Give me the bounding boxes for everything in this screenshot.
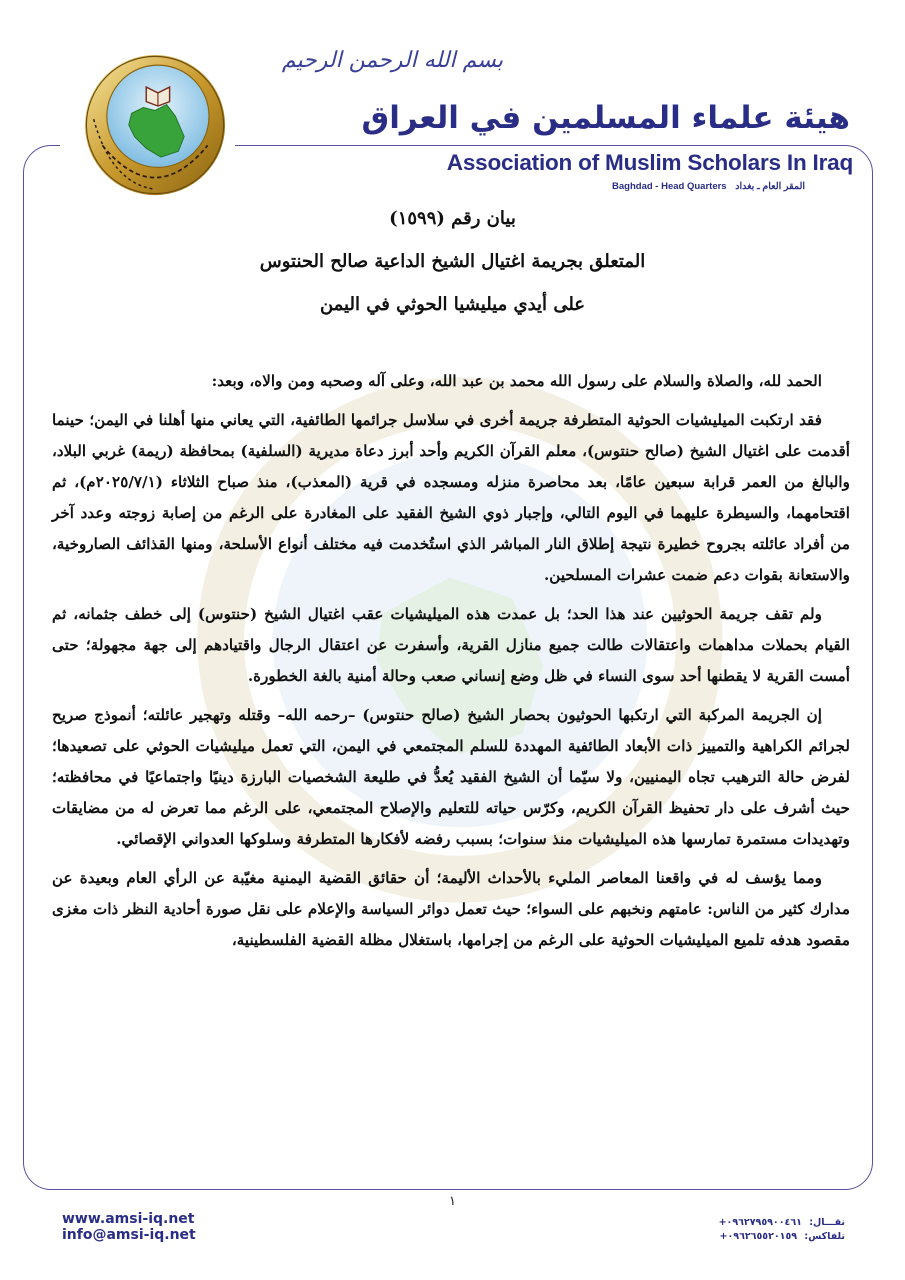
statement-body [52,366,850,964]
footer-contact-phone [719,1216,845,1244]
body-paragraph: ومما يؤسف له في واقعنا المعاصر المليء بالأحداث الأليمة؛ أن حقائق القضية اليمنية مغيّبة عن الرأي العام وبعيدة عن مدارك كثير من الناس: عامتهم ونخبهم على السواء؛ حيث تعمل دوائر السياسة والإعلام على نقل صورة أحادية النظر ذات مغزى مقصود هدفه تلميع الميليشيات الحوثية على الرغم من إجرامها، باستغلال مظلة القضية الفلسطينية، [52,869,850,949]
email-link[interactable]: info@amsi-iq.net [62,1227,196,1243]
mobile-line [719,1216,845,1230]
mobile-number: ٠٩٦٢٧٩٥٩٠٠٤٦١+ [718,1217,802,1228]
basmala-calligraphy: بسم الله الرحمن الرحيم [281,48,503,73]
fax-line [719,1230,845,1244]
body-paragraph-greeting: الحمد لله، والصلاة والسلام على رسول الله محمد بن عبد الله، وعلى آله وصحبه ومن والاه، وبعد: [211,372,822,390]
organization-name-arabic: هيئة علماء المسلمين في العراق [361,100,850,136]
mobile-label: نقـــال: [809,1217,845,1228]
fax-label: تلفاكس: [804,1231,845,1242]
body-paragraph: إن الجريمة المركبة التي ارتكبها الحوثيون بحصار الشيخ (صالح حنتوس) –رحمه الله– وقتله وتهجير عائلته؛ أنموذج صريح لجرائم الكراهية والتمييز ذات الأبعاد الطائفية المهددة للسلم المجتمعي في اليمن، التي تعمل ميليشيات الحوثي على تصعيدها؛ لفرض حالة الترهيب تجاه اليمنيين، ولا سيّما أن الشيخ الفقيد يُعدُّ في طليعة الشخصيات البارزة دينيًا واجتماعيًا في محافظته؛ حيث أشرف على دار تحفيظ القرآن الكريم، وكرّس حياته للتعليم والإصلاح المجتمعي، على الرغم مما تعرض له من مضايقات وتهديدات مستمرة تمارسها هذه الميليشيات منذ سنوات؛ بسبب رفضه لأفكارها المتطرفة وسلوكها العدواني الإقصائي. [52,706,850,848]
headquarters-line [606,181,805,193]
organization-name-english: Association of Muslim Scholars In Iraq [446,150,853,175]
fax-number: ٠٩٦٢٦٥٥٢٠١٥٩+ [719,1231,798,1242]
website-link[interactable]: www.amsi-iq.net [62,1211,195,1227]
page-number: ١ [449,1194,456,1209]
footer-contact-web [62,1211,196,1243]
body-paragraph: فقد ارتكبت الميليشيات الحوثية المتطرفة جريمة أخرى في سلاسل جرائمها الطائفية، التي يعاني منها أهلنا في اليمن؛ حينما أقدمت على اغتيال الشيخ (صالح حنتوس)، معلم القرآن الكريم وأحد أبرز دعاة مديرية (السلفية) بمحافظة (ريمة) غربي البلاد، والبالغ من العمر قرابة سبعين عامًا، بعد محاصرة منزله ومسجده في قرية (المعذب)، منذ صباح الثلاثاء (٢٠٢٥/٧/١م)، ثم اقتحامهما، والسيطرة عليهما في اليوم التالي، وإجبار ذوي الشيخ الفقيد على المغادرة على الرغم من إصابة زوجته وعدد آخر من أفراد عائلته بجروح خطيرة نتيجة إطلاق النار المباشر الذي استُخدمت فيه مختلف أنواع الأسلحة، ومنها القذائف الصاروخية، والاستعانة بقوات دعم ضمت عشرات المسلحين. [52,411,850,584]
statement-subject-line-2: على أيدي ميليشيا الحوثي في اليمن [319,294,586,315]
headquarters-english: Baghdad - Head Quarters [612,181,727,192]
headquarters-arabic: المقر العام ـ بغداد [735,181,805,192]
statement-subject-line-1: المتعلق بجريمة اغتيال الشيخ الداعية صالح الحنتوس [259,251,646,272]
association-logo [82,52,228,198]
statement-number: بيان رقم (١٥٩٩) [389,208,516,229]
body-paragraph: ولم تقف جريمة الحوثيين عند هذا الحد؛ بل عمدت هذه الميليشيات عقب اغتيال الشيخ (حنتوس) إلى خطف جثمانه، ثم القيام بحملات مداهمات واعتقالات طالت جميع منازل القرية، وأسفرت عن اعتقال الرجال واقتيادهم إلى جهة مجهولة؛ حتى أمست القرية لا يقطنها أحد سوى النساء في ظل وضع إنساني صعب وحالة أمنية بالغة الخطورة. [52,605,850,685]
